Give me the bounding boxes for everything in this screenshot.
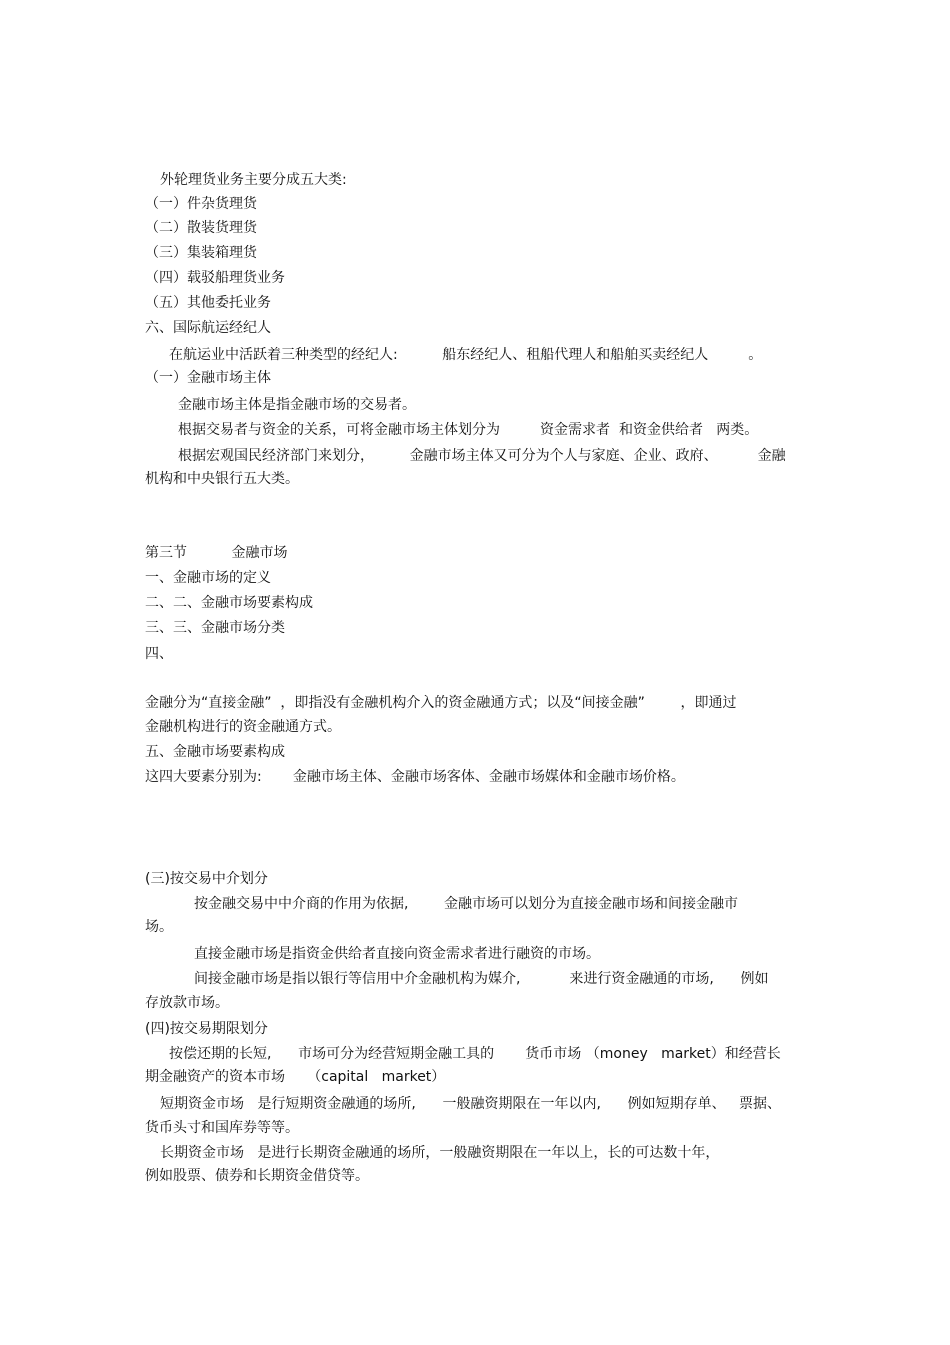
text-line: （二）散装货理货 — [145, 220, 257, 236]
text-line: 机构和中央银行五大类。 — [145, 471, 299, 487]
text-line: 场。 — [145, 919, 173, 935]
text-line: 金融机构进行的资金融通方式。 — [145, 719, 341, 735]
text-line: 一、金融市场的定义 — [145, 570, 271, 586]
text-line: 外轮理货业务主要分成五大类: — [160, 172, 347, 188]
text-line: 按金融交易中中介商的作用为依据, 金融市场可以划分为直接金融市场和间接金融市 — [194, 896, 739, 912]
text-line: 直接金融市场是指资金供给者直接向资金需求者进行融资的市场。 — [194, 946, 600, 962]
section-heading: 第三节 金融市场 — [145, 545, 288, 561]
text-line: (四)按交易期限划分 — [145, 1021, 268, 1037]
text-line: 二、二、金融市场要素构成 — [145, 595, 313, 611]
text-line: 金融市场主体是指金融市场的交易者。 — [178, 397, 416, 413]
text-line: 例如股票、债券和长期资金借贷等。 — [145, 1168, 369, 1184]
text-line: （一）件杂货理货 — [145, 196, 257, 212]
text-line: 这四大要素分别为: 金融市场主体、金融市场客体、金融市场媒体和金融市场价格。 — [145, 769, 685, 785]
text-line: 六、国际航运经纪人 — [145, 320, 271, 336]
text-line: 间接金融市场是指以银行等信用中介金融机构为媒介, 来进行资金融通的市场, 例如 — [194, 971, 769, 987]
text-line: 根据交易者与资金的关系，可将金融市场主体划分为 资金需求者 和资金供给者 两类。 — [178, 422, 759, 438]
text-line: （五）其他委托业务 — [145, 295, 271, 311]
text-line: 根据宏观国民经济部门来划分， 金融市场主体又可分为个人与家庭、企业、政府、 金融 — [178, 448, 786, 464]
text-line: 短期资金市场 是行短期资金融通的场所, 一般融资期限在一年以内, 例如短期存单、 票据、 — [160, 1096, 782, 1112]
text-line: 存放款市场。 — [145, 995, 229, 1011]
text-line: 三、三、金融市场分类 — [145, 620, 285, 636]
text-line: 货币头寸和国库券等等。 — [145, 1120, 299, 1136]
text-line: (三)按交易中介划分 — [145, 871, 268, 887]
text-line: 长期资金市场 是进行长期资金融通的场所，一般融资期限在一年以上，长的可达数十年， — [160, 1145, 720, 1161]
text-line: （四）载驳船理货业务 — [145, 270, 285, 286]
text-line: 五、金融市场要素构成 — [145, 744, 285, 760]
text-line: 四、 — [145, 646, 173, 662]
text-line: （三）集装箱理货 — [145, 245, 257, 261]
text-line: 期金融资产的资本市场 （capital market） — [145, 1069, 446, 1085]
text-line: （一）金融市场主体 — [145, 370, 271, 386]
text-line: 按偿还期的长短, 市场可分为经营短期金融工具的 货币市场 （money market）和经营长 — [169, 1046, 781, 1062]
text-line: 在航运业中活跃着三种类型的经纪人: 船东经纪人、租船代理人和船舶买卖经纪人 。 — [169, 347, 763, 363]
text-line: 金融分为“直接金融” ，即指没有金融机构介入的资金融通方式；以及“间接金融” ，即通过 — [145, 695, 737, 711]
